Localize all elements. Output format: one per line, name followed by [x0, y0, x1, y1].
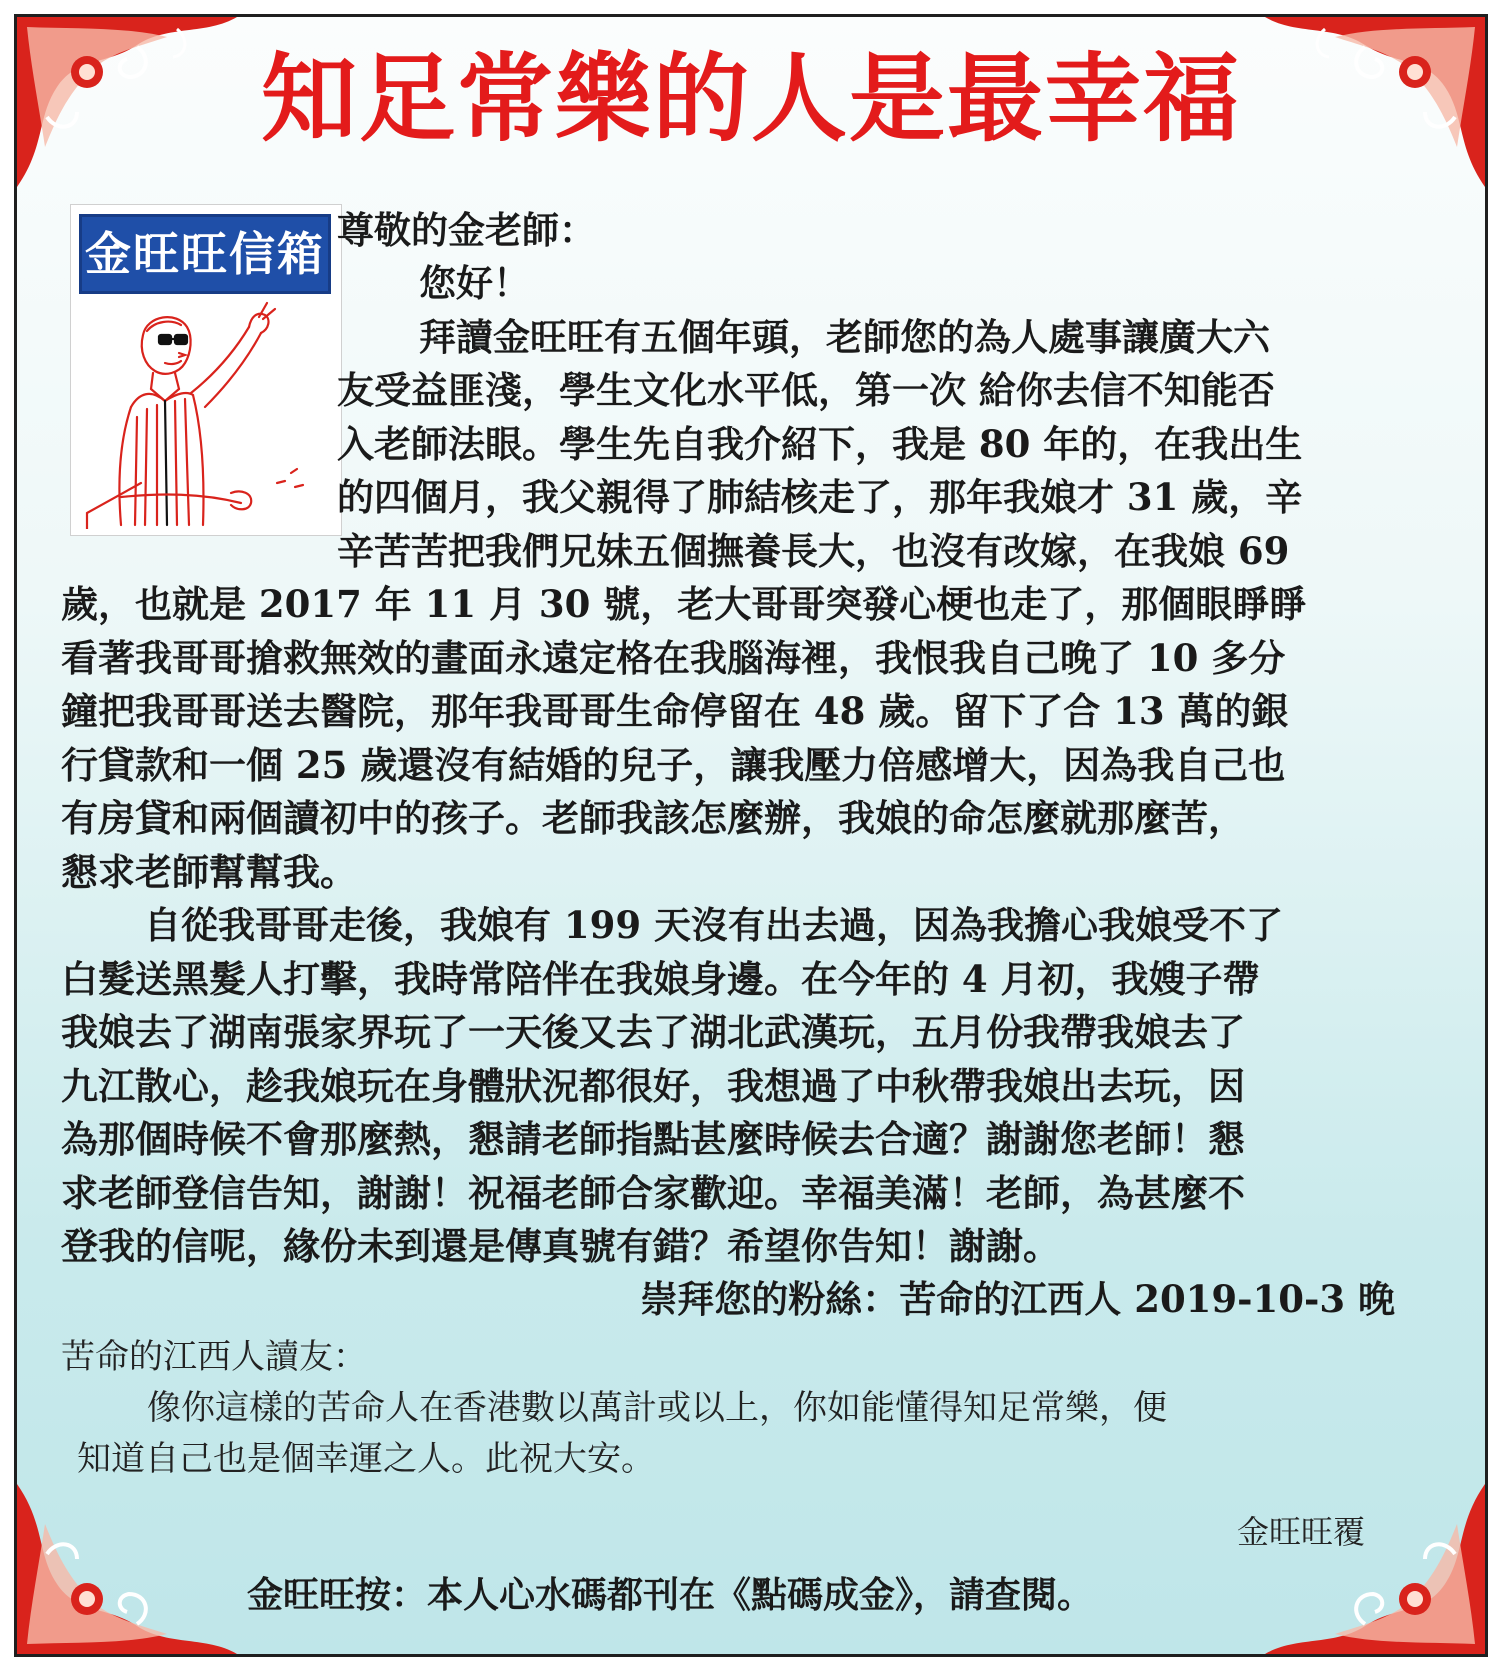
letter-line: 友受益匪淺，學生文化水平低，第一次 給你去信不知能否: [337, 368, 1275, 412]
letter-line: 登我的信呢，緣份未到還是傳真號有錯？希望你告知！謝謝。: [61, 1224, 1060, 1268]
letter-signature: 崇拜您的粉絲：苦命的江西人 2019-10-3 晚: [640, 1277, 1395, 1321]
letter-line: 看著我哥哥搶救無效的畫面永遠定格在我腦海裡，我恨我自己晚了 10 多分: [61, 636, 1286, 680]
letter-line: 鐘把我哥哥送去醫院，那年我哥哥生命停留在 48 歲。留下了合 13 萬的銀: [61, 689, 1289, 733]
letter-salutation: 尊敬的金老師：: [337, 208, 596, 252]
mailbox-label: 金旺旺信箱: [79, 214, 331, 294]
letter-line: 的四個月，我父親得了肺結核走了，那年我娘才 31 歲，辛: [337, 475, 1303, 519]
letter-line: 行貸款和一個 25 歲還沒有結婚的兒子，讓我壓力倍感增大，因為我自己也: [61, 743, 1286, 787]
letter-greeting: 您好！: [419, 261, 530, 305]
letter-line: 九江散心，趁我娘玩在身體狀況都很好，我想過了中秋帶我娘出去玩，因: [61, 1064, 1245, 1108]
reply-line: 知道自己也是個幸運之人。此祝大安。: [77, 1439, 655, 1479]
letter-line: 為那個時候不會那麼熱，懇請老師指點甚麼時候去合適？謝謝您老師！懇: [61, 1117, 1245, 1161]
page-title: 知足常樂的人是最幸福: [261, 42, 1241, 155]
letter-line: 懇求老師幫幫我。: [61, 850, 357, 894]
reply-signature: 金旺旺覆: [1236, 1513, 1365, 1551]
corner-ornament-icon: [17, 1484, 237, 1654]
letter-line: 求老師登信告知，謝謝！祝福老師合家歡迎。幸福美滿！老師，為甚麼不: [61, 1171, 1245, 1215]
letter-line: 自從我哥哥走後，我娘有 199 天沒有出去過，因為我擔心我娘受不了: [144, 903, 1283, 947]
reply-salutation: 苦命的江西人讀友：: [61, 1337, 367, 1377]
letter-line: 入老師法眼。學生先自我介紹下，我是 80 年的，在我出生: [337, 422, 1303, 466]
reply-line: 像你這樣的苦命人在香港數以萬計或以上，你如能懂得知足常樂，便: [147, 1388, 1167, 1428]
letter-line: 有房貸和兩個讀初中的孩子。老師我該怎麼辦，我娘的命怎麼就那麼苦，: [61, 796, 1245, 840]
letter-line: 白髮送黑髮人打擊，我時常陪伴在我娘身邊。在今年的 4 月初，我嫂子帶: [61, 957, 1260, 1001]
footer-note: 金旺旺按：本人心水碼都刊在《點碼成金》，請查閱。: [247, 1575, 1094, 1616]
letter-line: 拜讀金旺旺有五個年頭，老師您的為人處事讓廣大六: [419, 315, 1270, 359]
letter-line: 辛苦苦把我們兄妹五個撫養長大，也沒有改嫁，在我娘 69: [337, 529, 1290, 573]
letter-line: 我娘去了湖南張家界玩了一天後又去了湖北武漢玩，五月份我帶我娘去了: [61, 1010, 1245, 1054]
letter-line: 歲，也就是 2017 年 11 月 30 號，老大哥哥突發心梗也走了，那個眼睜睜: [61, 582, 1307, 626]
letter-page: [14, 14, 1488, 1657]
teacher-illustration-icon: [81, 297, 333, 529]
mailbox-logo: [70, 204, 342, 536]
